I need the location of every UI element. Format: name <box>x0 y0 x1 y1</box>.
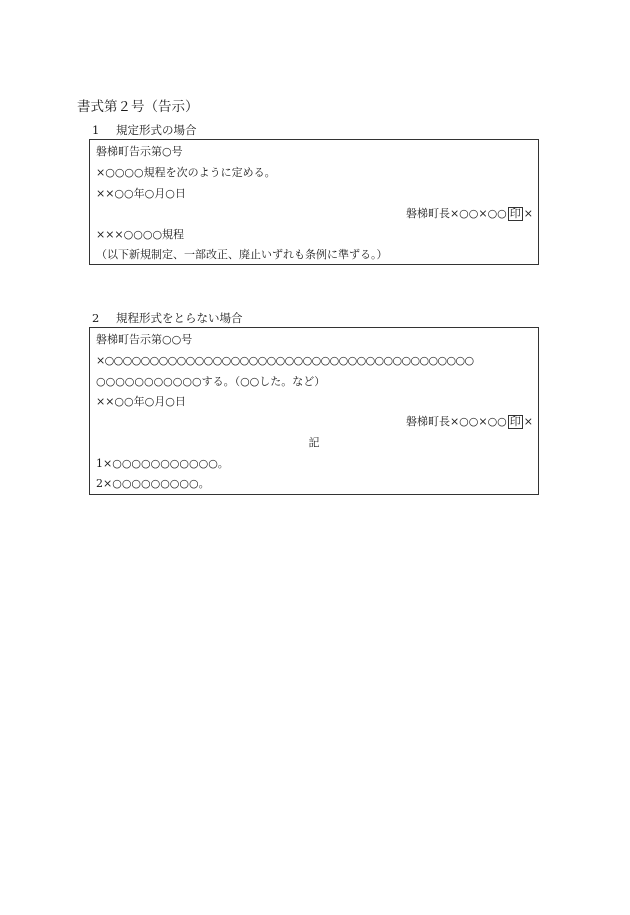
rule-name: ×××○○○○規程 <box>96 228 185 241</box>
section-2-number: 2 <box>92 311 100 325</box>
seal-mark: 印 <box>509 207 521 220</box>
notice-signer: 磐梯町長×○○×○○ <box>405 207 507 220</box>
section-1-number: 1 <box>92 123 100 137</box>
list-item-1: 1×○○○○○○○○○○○。 <box>96 457 229 470</box>
notice-date: ××○○年○月○日 <box>96 395 186 408</box>
notice-body-line-1: ×○○○○○○○○○○○○○○○○○○○○○○○○○○○○○○○○○○○○○○○○○ <box>96 354 474 367</box>
seal-suffix: × <box>523 207 533 220</box>
notice-body-line-2: ○○○○○○○○○○○する。（○○した。など） <box>96 375 326 388</box>
section-1-example-box <box>89 139 539 265</box>
section-2-heading-text: 規程形式をとらない場合 <box>116 311 243 325</box>
notice-number: 磐梯町告示第○号 <box>96 145 183 158</box>
section-2-example-box <box>89 327 539 495</box>
seal-mark: 印 <box>509 415 521 428</box>
notice-signer: 磐梯町長×○○×○○ <box>405 415 507 428</box>
notice-number: 磐梯町告示第○○号 <box>96 333 193 346</box>
notice-signer-line <box>406 207 533 221</box>
note-text: （以下新規制定、一部改正、廃止いずれも条例に準ずる。） <box>96 248 388 261</box>
list-item-2: 2×○○○○○○○○○。 <box>96 477 210 490</box>
section-1-heading-text: 規定形式の場合 <box>116 123 197 137</box>
section-1-heading <box>92 123 197 137</box>
document-title: 書式第２号（告示） <box>77 99 199 115</box>
section-2-heading <box>92 311 243 325</box>
ki-heading: 記 <box>308 436 320 449</box>
seal-suffix: × <box>523 415 533 428</box>
notice-body: ×○○○○規程を次のように定める。 <box>96 166 276 179</box>
notice-date: ××○○年○月○日 <box>96 187 186 200</box>
notice-signer-line <box>406 415 533 429</box>
